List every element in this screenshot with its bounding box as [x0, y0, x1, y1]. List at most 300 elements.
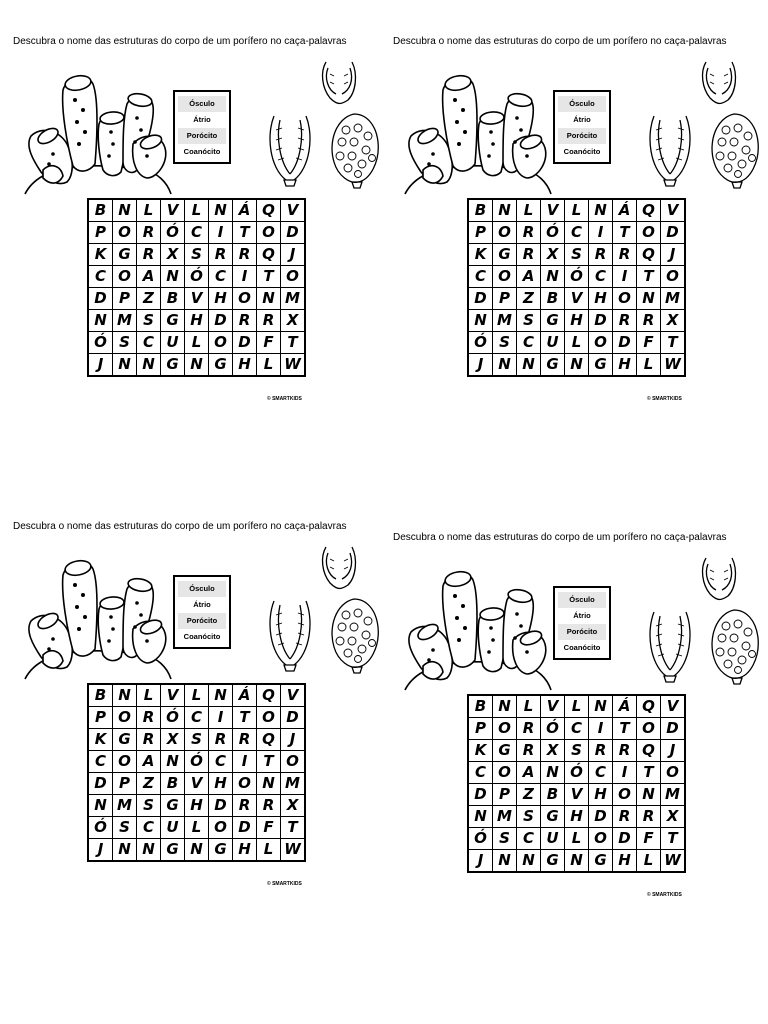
grid-letter-cell: Q — [257, 684, 281, 707]
word-list-item: Porócito — [558, 128, 606, 144]
grid-letter-cell: R — [233, 244, 257, 266]
grid-letter-cell: N — [257, 773, 281, 795]
grid-letter-cell: O — [493, 266, 517, 288]
grid-letter-cell: G — [113, 244, 137, 266]
grid-letter-cell: P — [493, 784, 517, 806]
grid-letter-cell: K — [88, 729, 113, 751]
copyright-credit: © SMARTKIDS — [647, 892, 682, 898]
grid-letter-cell: L — [637, 850, 661, 873]
grid-letter-cell: R — [589, 244, 613, 266]
grid-letter-cell: G — [541, 310, 565, 332]
grid-letter-cell: B — [88, 199, 113, 222]
grid-letter-cell: V — [661, 199, 686, 222]
grid-letter-cell: V — [661, 695, 686, 718]
porifera-structure-drawings — [266, 58, 384, 190]
grid-letter-cell: C — [88, 266, 113, 288]
word-list-item: Ósculo — [178, 581, 226, 597]
grid-row — [88, 773, 305, 795]
grid-letter-cell: Ó — [88, 817, 113, 839]
grid-letter-cell: C — [209, 266, 233, 288]
porifera-structure-drawings — [266, 543, 384, 675]
grid-letter-cell: G — [209, 354, 233, 377]
grid-row — [88, 707, 305, 729]
grid-letter-cell: R — [613, 740, 637, 762]
copyright-credit: © SMARTKIDS — [647, 396, 682, 402]
grid-letter-cell: U — [161, 332, 185, 354]
grid-letter-cell: N — [468, 806, 493, 828]
grid-row — [468, 310, 685, 332]
word-list-item: Porócito — [178, 128, 226, 144]
grid-letter-cell: P — [113, 773, 137, 795]
word-list-item: Coanócito — [563, 147, 601, 156]
grid-letter-cell: A — [517, 266, 541, 288]
grid-row — [88, 817, 305, 839]
grid-letter-cell: Z — [137, 773, 161, 795]
grid-letter-cell: M — [113, 795, 137, 817]
grid-letter-cell: T — [637, 762, 661, 784]
grid-letter-cell: O — [281, 751, 306, 773]
grid-letter-cell: A — [137, 266, 161, 288]
grid-letter-cell: R — [613, 806, 637, 828]
grid-letter-cell: Ó — [468, 332, 493, 354]
grid-letter-cell: N — [468, 310, 493, 332]
grid-letter-cell: D — [613, 828, 637, 850]
grid-letter-cell: F — [257, 817, 281, 839]
grid-letter-cell: H — [185, 795, 209, 817]
grid-letter-cell: O — [209, 332, 233, 354]
word-list-item: Coanócito — [183, 632, 221, 641]
grid-letter-cell: L — [257, 839, 281, 862]
grid-letter-cell: R — [209, 729, 233, 751]
grid-letter-cell: O — [113, 266, 137, 288]
word-list-box — [173, 575, 231, 649]
worksheet-panel-2 — [393, 36, 768, 466]
grid-letter-cell: J — [88, 354, 113, 377]
grid-letter-cell: R — [137, 222, 161, 244]
grid-letter-cell: Ó — [541, 718, 565, 740]
grid-letter-cell: H — [233, 354, 257, 377]
grid-letter-cell: Ó — [185, 751, 209, 773]
grid-letter-cell: G — [541, 806, 565, 828]
grid-letter-cell: J — [281, 729, 306, 751]
grid-letter-cell: C — [468, 266, 493, 288]
grid-row — [88, 222, 305, 244]
grid-letter-cell: V — [541, 695, 565, 718]
grid-letter-cell: N — [589, 695, 613, 718]
grid-row — [88, 266, 305, 288]
grid-row — [468, 244, 685, 266]
grid-letter-cell: P — [88, 222, 113, 244]
grid-letter-cell: G — [589, 354, 613, 377]
grid-letter-cell: C — [589, 266, 613, 288]
grid-letter-cell: O — [613, 288, 637, 310]
grid-letter-cell: Ó — [161, 707, 185, 729]
grid-letter-cell: Ó — [88, 332, 113, 354]
instruction-title: Descubra o nome das estruturas do corpo de um porífero no caça-palavras — [393, 36, 727, 47]
word-list-box — [173, 90, 231, 164]
grid-row — [468, 222, 685, 244]
grid-letter-cell: C — [468, 762, 493, 784]
word-list-item: Porócito — [558, 624, 606, 640]
worksheet-panel-3 — [13, 521, 397, 951]
grid-letter-cell: U — [541, 332, 565, 354]
grid-letter-cell: O — [113, 222, 137, 244]
grid-letter-cell: D — [281, 707, 306, 729]
grid-row — [468, 288, 685, 310]
grid-row — [88, 288, 305, 310]
grid-letter-cell: K — [468, 740, 493, 762]
grid-letter-cell: T — [661, 332, 686, 354]
grid-letter-cell: R — [517, 222, 541, 244]
grid-letter-cell: T — [281, 332, 306, 354]
grid-letter-cell: T — [233, 707, 257, 729]
grid-letter-cell: F — [257, 332, 281, 354]
grid-letter-cell: S — [137, 795, 161, 817]
grid-letter-cell: Ó — [185, 266, 209, 288]
grid-letter-cell: G — [209, 839, 233, 862]
grid-letter-cell: Z — [517, 288, 541, 310]
grid-letter-cell: N — [161, 266, 185, 288]
grid-letter-cell: R — [613, 310, 637, 332]
word-list-box — [553, 586, 611, 660]
grid-letter-cell: S — [185, 729, 209, 751]
grid-letter-cell: X — [661, 806, 686, 828]
grid-letter-cell: O — [257, 707, 281, 729]
grid-letter-cell: X — [541, 740, 565, 762]
grid-letter-cell: W — [661, 354, 686, 377]
grid-letter-cell: D — [589, 310, 613, 332]
grid-letter-cell: L — [137, 684, 161, 707]
grid-letter-cell: X — [161, 244, 185, 266]
grid-letter-cell: N — [161, 751, 185, 773]
grid-letter-cell: N — [493, 695, 517, 718]
grid-letter-cell: S — [493, 332, 517, 354]
grid-letter-cell: O — [113, 707, 137, 729]
grid-letter-cell: P — [468, 718, 493, 740]
grid-letter-cell: U — [161, 817, 185, 839]
grid-letter-cell: H — [589, 288, 613, 310]
grid-letter-cell: R — [137, 707, 161, 729]
grid-letter-cell: H — [565, 310, 589, 332]
grid-letter-cell: R — [613, 244, 637, 266]
copyright-credit: © SMARTKIDS — [267, 396, 302, 402]
grid-letter-cell: N — [185, 839, 209, 862]
grid-letter-cell: A — [137, 751, 161, 773]
grid-letter-cell: N — [209, 199, 233, 222]
sponge-illustration — [403, 562, 553, 692]
grid-letter-cell: O — [113, 751, 137, 773]
grid-letter-cell: R — [257, 310, 281, 332]
grid-row — [88, 332, 305, 354]
grid-letter-cell: S — [113, 817, 137, 839]
word-list-item: Átrio — [193, 115, 211, 124]
grid-letter-cell: N — [185, 354, 209, 377]
word-list-item: Coanócito — [183, 147, 221, 156]
grid-letter-cell: O — [493, 718, 517, 740]
grid-letter-cell: U — [541, 828, 565, 850]
instruction-title: Descubra o nome das estruturas do corpo de um porífero no caça-palavras — [13, 36, 347, 47]
grid-letter-cell: X — [541, 244, 565, 266]
grid-letter-cell: L — [257, 354, 281, 377]
grid-letter-cell: V — [161, 684, 185, 707]
grid-letter-cell: G — [541, 354, 565, 377]
grid-letter-cell: C — [185, 707, 209, 729]
grid-letter-cell: N — [113, 199, 137, 222]
grid-letter-cell: O — [613, 784, 637, 806]
grid-letter-cell: O — [661, 762, 686, 784]
grid-letter-cell: R — [517, 244, 541, 266]
grid-letter-cell: B — [541, 288, 565, 310]
grid-letter-cell: O — [493, 222, 517, 244]
grid-letter-cell: O — [257, 222, 281, 244]
grid-letter-cell: I — [613, 762, 637, 784]
grid-letter-cell: R — [257, 795, 281, 817]
grid-row — [468, 784, 685, 806]
grid-letter-cell: V — [185, 773, 209, 795]
grid-letter-cell: O — [589, 332, 613, 354]
grid-letter-cell: V — [565, 288, 589, 310]
grid-letter-cell: N — [493, 850, 517, 873]
grid-letter-cell: L — [565, 695, 589, 718]
grid-letter-cell: L — [517, 695, 541, 718]
grid-letter-cell: X — [161, 729, 185, 751]
grid-letter-cell: H — [209, 288, 233, 310]
grid-letter-cell: H — [613, 850, 637, 873]
grid-letter-cell: N — [257, 288, 281, 310]
grid-letter-cell: I — [613, 266, 637, 288]
worksheet-panel-1 — [13, 36, 397, 466]
grid-letter-cell: N — [637, 784, 661, 806]
grid-letter-cell: F — [637, 332, 661, 354]
word-list-item: Porócito — [178, 613, 226, 629]
grid-letter-cell: I — [209, 707, 233, 729]
word-list-item: Ósculo — [178, 96, 226, 112]
sponge-illustration — [23, 66, 173, 196]
grid-row — [88, 354, 305, 377]
grid-letter-cell: L — [565, 828, 589, 850]
grid-letter-cell: Q — [257, 244, 281, 266]
grid-row — [468, 332, 685, 354]
grid-letter-cell: X — [281, 310, 306, 332]
grid-letter-cell: M — [113, 310, 137, 332]
grid-letter-cell: X — [661, 310, 686, 332]
grid-letter-cell: J — [468, 850, 493, 873]
grid-letter-cell: R — [517, 718, 541, 740]
grid-letter-cell: Q — [637, 695, 661, 718]
grid-letter-cell: D — [661, 718, 686, 740]
word-list-item: Ósculo — [558, 96, 606, 112]
grid-letter-cell: G — [161, 839, 185, 862]
grid-letter-cell: Á — [613, 199, 637, 222]
grid-letter-cell: N — [113, 839, 137, 862]
word-list-item: Átrio — [193, 600, 211, 609]
grid-letter-cell: G — [161, 354, 185, 377]
grid-letter-cell: L — [185, 332, 209, 354]
grid-letter-cell: D — [281, 222, 306, 244]
grid-letter-cell: M — [281, 773, 306, 795]
grid-letter-cell: H — [233, 839, 257, 862]
grid-letter-cell: W — [281, 839, 306, 862]
grid-letter-cell: R — [233, 729, 257, 751]
grid-letter-cell: N — [88, 795, 113, 817]
grid-letter-cell: L — [137, 199, 161, 222]
grid-letter-cell: L — [185, 817, 209, 839]
grid-row — [88, 839, 305, 862]
grid-row — [88, 684, 305, 707]
grid-row — [88, 751, 305, 773]
grid-letter-cell: O — [209, 817, 233, 839]
grid-letter-cell: C — [517, 332, 541, 354]
grid-letter-cell: S — [113, 332, 137, 354]
word-list-item: Ósculo — [558, 592, 606, 608]
sponge-illustration — [23, 551, 173, 681]
grid-letter-cell: M — [281, 288, 306, 310]
grid-letter-cell: I — [233, 751, 257, 773]
grid-letter-cell: Á — [613, 695, 637, 718]
grid-letter-cell: C — [589, 762, 613, 784]
grid-letter-cell: N — [113, 684, 137, 707]
grid-letter-cell: M — [661, 288, 686, 310]
worksheet-panel-4 — [393, 532, 768, 962]
grid-letter-cell: N — [137, 354, 161, 377]
grid-letter-cell: M — [493, 806, 517, 828]
grid-letter-cell: O — [637, 718, 661, 740]
grid-letter-cell: H — [209, 773, 233, 795]
grid-letter-cell: Q — [637, 199, 661, 222]
grid-letter-cell: O — [637, 222, 661, 244]
grid-letter-cell: O — [281, 266, 306, 288]
grid-letter-cell: L — [565, 199, 589, 222]
grid-letter-cell: G — [113, 729, 137, 751]
grid-letter-cell: N — [565, 850, 589, 873]
grid-letter-cell: Ó — [541, 222, 565, 244]
grid-letter-cell: Z — [137, 288, 161, 310]
grid-letter-cell: R — [137, 244, 161, 266]
grid-letter-cell: V — [161, 199, 185, 222]
grid-letter-cell: O — [233, 288, 257, 310]
grid-letter-cell: T — [257, 751, 281, 773]
grid-letter-cell: T — [613, 222, 637, 244]
grid-letter-cell: W — [661, 850, 686, 873]
grid-letter-cell: T — [233, 222, 257, 244]
grid-letter-cell: O — [661, 266, 686, 288]
grid-letter-cell: N — [137, 839, 161, 862]
grid-letter-cell: G — [493, 740, 517, 762]
grid-letter-cell: N — [113, 354, 137, 377]
word-search-grid — [87, 683, 306, 862]
grid-letter-cell: D — [468, 784, 493, 806]
grid-letter-cell: P — [113, 288, 137, 310]
grid-letter-cell: G — [161, 310, 185, 332]
grid-letter-cell: D — [233, 332, 257, 354]
grid-letter-cell: C — [565, 718, 589, 740]
grid-letter-cell: Ó — [565, 266, 589, 288]
grid-letter-cell: J — [468, 354, 493, 377]
grid-letter-cell: L — [517, 199, 541, 222]
grid-row — [88, 244, 305, 266]
grid-letter-cell: N — [541, 266, 565, 288]
grid-letter-cell: H — [565, 806, 589, 828]
grid-letter-cell: J — [661, 244, 686, 266]
copyright-credit: © SMARTKIDS — [267, 881, 302, 887]
grid-letter-cell: R — [517, 740, 541, 762]
grid-letter-cell: D — [589, 806, 613, 828]
grid-letter-cell: D — [209, 795, 233, 817]
grid-letter-cell: B — [468, 199, 493, 222]
grid-row — [468, 740, 685, 762]
grid-letter-cell: H — [613, 354, 637, 377]
instruction-title: Descubra o nome das estruturas do corpo de um porífero no caça-palavras — [13, 521, 347, 532]
grid-letter-cell: P — [493, 288, 517, 310]
grid-letter-cell: D — [209, 310, 233, 332]
grid-letter-cell: Á — [233, 684, 257, 707]
word-list-item: Átrio — [573, 611, 591, 620]
grid-letter-cell: D — [613, 332, 637, 354]
grid-row — [468, 762, 685, 784]
grid-letter-cell: O — [233, 773, 257, 795]
grid-letter-cell: V — [541, 199, 565, 222]
grid-letter-cell: V — [281, 684, 306, 707]
grid-letter-cell: T — [637, 266, 661, 288]
grid-letter-cell: Ó — [161, 222, 185, 244]
word-search-grid — [467, 694, 686, 873]
grid-letter-cell: C — [88, 751, 113, 773]
grid-row — [88, 199, 305, 222]
grid-letter-cell: H — [185, 310, 209, 332]
grid-letter-cell: Ó — [468, 828, 493, 850]
grid-letter-cell: N — [517, 354, 541, 377]
grid-letter-cell: S — [565, 740, 589, 762]
grid-row — [468, 354, 685, 377]
grid-letter-cell: R — [137, 729, 161, 751]
grid-row — [88, 795, 305, 817]
grid-letter-cell: C — [137, 332, 161, 354]
grid-letter-cell: J — [661, 740, 686, 762]
word-list-item: Átrio — [573, 115, 591, 124]
grid-letter-cell: C — [209, 751, 233, 773]
grid-letter-cell: R — [637, 310, 661, 332]
grid-letter-cell: F — [637, 828, 661, 850]
grid-letter-cell: J — [281, 244, 306, 266]
grid-letter-cell: K — [468, 244, 493, 266]
grid-letter-cell: R — [233, 795, 257, 817]
grid-letter-cell: G — [541, 850, 565, 873]
grid-letter-cell: R — [589, 740, 613, 762]
grid-letter-cell: L — [185, 684, 209, 707]
grid-row — [468, 718, 685, 740]
sponge-illustration — [403, 66, 553, 196]
grid-letter-cell: L — [185, 199, 209, 222]
grid-letter-cell: N — [209, 684, 233, 707]
grid-letter-cell: D — [661, 222, 686, 244]
grid-letter-cell: G — [493, 244, 517, 266]
grid-letter-cell: Á — [233, 199, 257, 222]
grid-letter-cell: V — [185, 288, 209, 310]
grid-letter-cell: C — [185, 222, 209, 244]
grid-letter-cell: R — [209, 244, 233, 266]
grid-letter-cell: N — [637, 288, 661, 310]
grid-letter-cell: T — [613, 718, 637, 740]
grid-letter-cell: C — [137, 817, 161, 839]
grid-letter-cell: O — [493, 762, 517, 784]
grid-letter-cell: N — [517, 850, 541, 873]
grid-letter-cell: D — [88, 288, 113, 310]
grid-letter-cell: R — [233, 310, 257, 332]
grid-letter-cell: G — [589, 850, 613, 873]
grid-letter-cell: Ó — [565, 762, 589, 784]
grid-row — [468, 695, 685, 718]
grid-letter-cell: I — [589, 222, 613, 244]
